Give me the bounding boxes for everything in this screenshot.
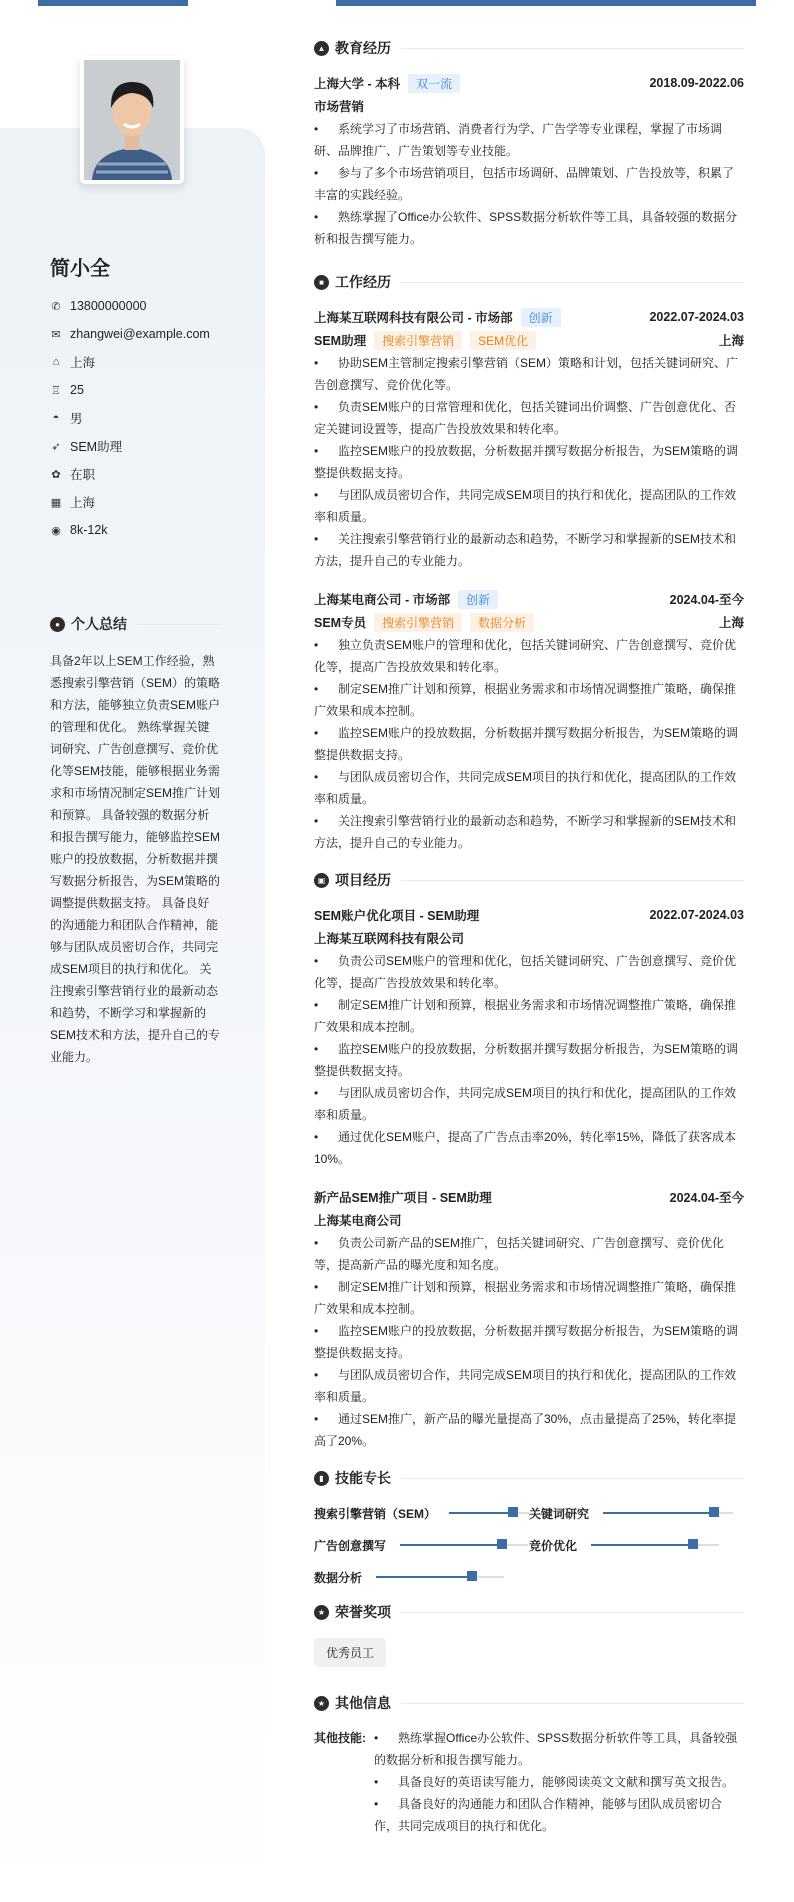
role: SEM助理 <box>314 333 367 348</box>
work-header <box>314 306 744 328</box>
project-company: 上海某电商公司 <box>314 1214 402 1228</box>
gender-icon: ◓ <box>52 412 60 424</box>
date: 2022.07-2024.03 <box>649 908 744 922</box>
user-icon: ● <box>50 617 65 632</box>
bullet-text: 监控SEM账户的投放数据，分析数据并撰写数据分析报告，为SEM策略的调整提供数据支持。 <box>314 1042 739 1078</box>
project-section <box>314 870 744 1452</box>
divider <box>137 624 220 625</box>
project-bullets <box>314 950 744 1170</box>
skills-section <box>314 1468 744 1588</box>
briefcase-icon: ■ <box>314 275 329 290</box>
project-icon: ▣ <box>314 873 329 888</box>
bullet-text: 熟练掌握Office办公软件、SPSS数据分析软件等工具，具备较强的数据分析和报告撰写能力。 <box>374 1731 738 1767</box>
skill-name: 数据分析 <box>314 1570 363 1585</box>
send-icon: ➶ <box>51 440 61 453</box>
job-status: 在职 <box>70 468 96 482</box>
bullet-text: 与团队成员密切合作，共同完成SEM项目的执行和优化，提高团队的工作效率和质量。 <box>314 1368 737 1404</box>
list-item <box>314 950 744 994</box>
list-item <box>314 528 744 572</box>
list-item <box>314 1038 744 1082</box>
date: 2024.04-至今 <box>669 593 744 607</box>
bullet-text: 监控SEM账户的投放数据，分析数据并撰写数据分析报告，为SEM策略的调整提供数据支持。 <box>314 444 739 480</box>
list-item <box>314 634 744 678</box>
bullet-icon: • <box>314 954 319 968</box>
skill-slider <box>591 1544 719 1546</box>
list-item <box>314 1126 744 1170</box>
bullet-text: 协助SEM主管制定搜索引擎营销（SEM）策略和计划，包括关键词研究、广告创意撰写、竞价优化等。 <box>314 356 739 392</box>
bullet-icon: • <box>314 122 319 136</box>
phone: 13800000000 <box>70 299 147 313</box>
bullet-text: 通过SEM推广，新产品的曝光量提高了30%，点击量提高了25%，转化率提高了20%。 <box>314 1412 737 1448</box>
skill-item <box>529 1502 744 1524</box>
project-header <box>314 1186 744 1208</box>
section-title: 工作经历 <box>335 274 391 290</box>
divider <box>401 1612 744 1613</box>
bullet-text: 具备良好的英语读写能力，能够阅读英文文献和撰写英文报告。 <box>398 1775 735 1789</box>
salary-icon: ◉ <box>51 524 61 537</box>
role-group <box>314 331 536 350</box>
role-group <box>314 613 534 632</box>
skill-name: 竞价优化 <box>529 1538 578 1553</box>
bullet-icon: • <box>314 998 319 1012</box>
bullet-icon: • <box>314 400 319 414</box>
date: 2018.09-2022.06 <box>649 76 744 90</box>
bullet-text: 与团队成员密切合作，共同完成SEM项目的执行和优化，提高团队的工作效率和质量。 <box>314 488 737 524</box>
building-icon: ▦ <box>50 496 62 509</box>
bullet-icon: • <box>374 1775 379 1789</box>
skill-item <box>314 1534 529 1556</box>
list-item <box>314 1232 744 1276</box>
city: 上海 <box>718 616 744 630</box>
skill-slider <box>376 1576 504 1578</box>
graduation-cap-icon: ▲ <box>314 41 329 56</box>
section-title: 项目经历 <box>335 872 391 888</box>
divider <box>401 880 744 881</box>
bullet-text: 制定SEM推广计划和预算，根据业务需求和市场情况调整推广策略，确保推广效果和成本控制。 <box>314 682 737 718</box>
bullet-text: 系统学习了市场营销、消费者行为学、广告学等专业课程，掌握了市场调研、品牌推广、广告策划等专业技能。 <box>314 122 723 158</box>
skill-name: 搜索引擎营销（SEM） <box>314 1506 437 1521</box>
section-title: 荣誉奖项 <box>335 1604 391 1620</box>
bullet-text: 与团队成员密切合作，共同完成SEM项目的执行和优化，提高团队的工作效率和质量。 <box>314 770 737 806</box>
company-line <box>314 308 561 327</box>
bullet-icon: • <box>314 1130 319 1144</box>
project-entry <box>314 1186 744 1452</box>
company: 上海某互联网科技有限公司 - 市场部 <box>314 310 513 325</box>
other-label: 其他技能: <box>314 1731 366 1745</box>
position: SEM助理 <box>70 440 123 454</box>
bullet-text: 监控SEM账户的投放数据，分析数据并撰写数据分析报告，为SEM策略的调整提供数据支持。 <box>314 1324 739 1360</box>
list-item <box>314 1276 744 1320</box>
company: 上海某电商公司 - 市场部 <box>314 592 451 607</box>
divider <box>401 282 744 283</box>
bullet-icon: • <box>314 356 319 370</box>
work-header <box>314 588 744 610</box>
bullet-icon: • <box>314 444 319 458</box>
list-item <box>314 678 744 722</box>
bullet-text: 参与了多个市场营销项目，包括市场调研、品牌策划、广告投放等，积累了丰富的实践经验。 <box>314 166 735 202</box>
date: 2024.04-至今 <box>669 1191 744 1205</box>
age: 25 <box>70 383 84 397</box>
major: 市场营销 <box>314 100 365 114</box>
top-accent-bar <box>38 0 188 6</box>
phone-icon: ✆ <box>51 300 61 313</box>
list-item <box>314 162 744 206</box>
company-tag: 创新 <box>521 308 561 327</box>
summary-heading <box>50 614 220 634</box>
list-item <box>314 206 744 250</box>
company-line <box>314 590 498 609</box>
skill-fill <box>591 1544 693 1546</box>
skill-thumb <box>709 1507 719 1517</box>
candidate-name: 简小全 <box>50 258 110 280</box>
skill-tag: 搜索引擎营销 <box>374 613 462 632</box>
list-item <box>314 440 744 484</box>
skill-name: 关键词研究 <box>529 1506 590 1521</box>
section-title: 其他信息 <box>335 1695 391 1711</box>
top-accent-bar <box>336 0 756 6</box>
bullet-icon: • <box>374 1731 379 1745</box>
skill-thumb <box>497 1539 507 1549</box>
skill-item <box>314 1502 529 1524</box>
divider <box>401 1478 744 1479</box>
bar-chart-icon: ▮ <box>314 1471 329 1486</box>
list-item <box>314 1320 744 1364</box>
target-city: 上海 <box>70 496 96 510</box>
list-item <box>314 1082 744 1126</box>
bullet-text: 具备良好的沟通能力和团队合作精神，能够与团队成员密切合作，共同完成项目的执行和优化。 <box>374 1797 723 1833</box>
contact-info <box>50 292 210 544</box>
bullet-icon: • <box>314 814 319 828</box>
skill-item <box>314 1566 529 1588</box>
bullet-text: 制定SEM推广计划和预算，根据业务需求和市场情况调整推广策略，确保推广效果和成本控制。 <box>314 998 737 1034</box>
divider <box>401 1703 744 1704</box>
list-item <box>374 1771 744 1793</box>
list-item <box>314 352 744 396</box>
mail-icon: ✉ <box>51 328 61 341</box>
bullet-text: 监控SEM账户的投放数据，分析数据并撰写数据分析报告，为SEM策略的调整提供数据支持。 <box>314 726 739 762</box>
bullet-icon: • <box>314 1086 319 1100</box>
bullet-icon: • <box>314 1236 319 1250</box>
bullet-text: 熟练掌握了Office办公软件、SPSS数据分析软件等工具，具备较强的数据分析和报告撰写能力。 <box>314 210 738 246</box>
gender: 男 <box>70 412 83 426</box>
avatar <box>80 56 184 184</box>
skill-tag: SEM优化 <box>470 331 536 350</box>
skill-thumb <box>508 1507 518 1517</box>
skill-fill <box>603 1512 714 1514</box>
skill-slider <box>603 1512 733 1514</box>
bullet-icon: • <box>314 726 319 740</box>
school-tag: 双一流 <box>408 74 460 93</box>
bullet-icon: • <box>314 210 319 224</box>
role: SEM专员 <box>314 615 367 630</box>
project-company-line <box>314 926 744 950</box>
email: zhangwei@example.com <box>70 327 210 341</box>
project-entry <box>314 904 744 1170</box>
bullet-icon: • <box>314 1042 319 1056</box>
project-name: SEM账户优化项目 - SEM助理 <box>314 909 480 923</box>
skill-thumb <box>467 1571 477 1581</box>
bullet-icon: • <box>314 532 319 546</box>
city: 上海 <box>718 334 744 348</box>
home-icon: ⌂ <box>52 356 60 368</box>
bullet-icon: • <box>314 488 319 502</box>
bullet-icon: • <box>314 1324 319 1338</box>
bullet-text: 负责公司SEM账户的管理和优化，包括关键词研究、广告创意撰写、竞价优化等，提高广告投放效果和转化率。 <box>314 954 737 990</box>
work-bullets <box>314 634 744 854</box>
list-item <box>314 118 744 162</box>
list-item <box>314 1364 744 1408</box>
work-section <box>314 272 744 854</box>
bullet-text: 关注搜索引擎营销行业的最新动态和趋势，不断学习和掌握新的SEM技术和方法，提升自己的专业能力。 <box>314 532 737 568</box>
list-item <box>314 994 744 1038</box>
bullet-text: 独立负责SEM账户的管理和优化，包括关键词研究、广告创意撰写、竞价优化等，提高广告投放效果和转化率。 <box>314 638 737 674</box>
role-line <box>314 610 744 634</box>
project-company: 上海某互联网科技有限公司 <box>314 932 465 946</box>
skill-thumb <box>688 1539 698 1549</box>
project-bullets <box>314 1232 744 1452</box>
bullet-text: 关注搜索引擎营销行业的最新动态和趋势，不断学习和掌握新的SEM技术和方法，提升自己的专业能力。 <box>314 814 737 850</box>
bullet-icon: • <box>314 1368 319 1382</box>
role-line <box>314 328 744 352</box>
bullet-text: 负责SEM账户的日常管理和优化，包括关键词出价调整、广告创意优化、否定关键词设置等，提高广告投放效果和转化率。 <box>314 400 737 436</box>
section-title: 教育经历 <box>335 40 391 56</box>
skill-tag: 数据分析 <box>470 613 534 632</box>
list-item <box>314 810 744 854</box>
main-content <box>314 38 744 1851</box>
bullet-text: 负责公司新产品的SEM推广，包括关键词研究、广告创意撰写、竞价优化等，提高新产品的曝光度和知名度。 <box>314 1236 725 1272</box>
bullet-icon: • <box>314 770 319 784</box>
education-bullets <box>314 118 744 250</box>
award-icon: ★ <box>314 1605 329 1620</box>
skill-item <box>529 1534 744 1556</box>
project-name: 新产品SEM推广项目 - SEM助理 <box>314 1191 492 1205</box>
skill-fill <box>400 1544 502 1546</box>
skill-fill <box>449 1512 513 1514</box>
divider <box>401 48 744 49</box>
list-item <box>314 484 744 528</box>
info-icon: ★ <box>314 1696 329 1711</box>
work-bullets <box>314 352 744 572</box>
bullet-icon: • <box>314 166 319 180</box>
other-section <box>314 1693 744 1837</box>
skill-fill <box>376 1576 472 1578</box>
other-bullets <box>374 1727 744 1837</box>
bullet-text: 制定SEM推广计划和预算，根据业务需求和市场情况调整推广策略，确保推广效果和成本控制。 <box>314 1280 737 1316</box>
bullet-icon: • <box>314 1280 319 1294</box>
awards-section <box>314 1602 744 1679</box>
summary-title: 个人总结 <box>71 616 127 632</box>
education-section <box>314 38 744 250</box>
bullet-icon: • <box>314 638 319 652</box>
school: 上海大学 - 本科 <box>314 76 401 91</box>
list-item <box>374 1793 744 1837</box>
list-item <box>314 396 744 440</box>
award-badge: 优秀员工 <box>314 1638 386 1667</box>
bullet-text: 通过优化SEM账户，提高了广告点击率20%，转化率15%，降低了获客成本10%。 <box>314 1130 737 1166</box>
date: 2022.07-2024.03 <box>649 310 744 324</box>
cake-icon: ♖ <box>51 384 61 397</box>
bullet-icon: • <box>374 1797 379 1811</box>
skill-slider <box>449 1512 529 1514</box>
summary-text: 具备2年以上SEM工作经验，熟悉搜索引擎营销（SEM）的策略和方法，能够独立负责SEM账户的管理和优化。 熟练掌握关键词研究、广告创意撰写、竞价优化等SEM技能，能够根据业务需求和市场情况制定SEM推广计划和预算。 具备较强的数据分析和报告撰写能力，能够监控SEM账户的投放数据，分析数据并撰写数据分析报告，为SEM策略的调整提供数据支持。 具备良好的沟通能力和团队合作精神，能够与团队成员密切合作，共同完成SEM项目的执行和优化。 关注搜索引擎营销行业的最新动态和趋势，不断学习和掌握新的SEM技术和方法，提升自己的专业能力。 <box>50 654 221 1064</box>
list-item <box>314 766 744 810</box>
bullet-icon: • <box>314 1412 319 1426</box>
skill-slider <box>400 1544 528 1546</box>
skill-name: 广告创意撰写 <box>314 1538 387 1553</box>
work-entry <box>314 588 744 854</box>
bullet-icon: • <box>314 682 319 696</box>
skill-tag: 搜索引擎营销 <box>374 331 462 350</box>
salary: 8k-12k <box>70 523 108 537</box>
work-entry <box>314 306 744 572</box>
list-item <box>374 1727 744 1771</box>
project-header <box>314 904 744 926</box>
status-icon: ✿ <box>51 468 61 481</box>
list-item <box>314 722 744 766</box>
project-company-line <box>314 1208 744 1232</box>
bullet-text: 与团队成员密切合作，共同完成SEM项目的执行和优化，提高团队的工作效率和质量。 <box>314 1086 737 1122</box>
company-tag: 创新 <box>458 590 498 609</box>
section-title: 技能专长 <box>335 1470 391 1486</box>
list-item <box>314 1408 744 1452</box>
location: 上海 <box>70 356 96 370</box>
